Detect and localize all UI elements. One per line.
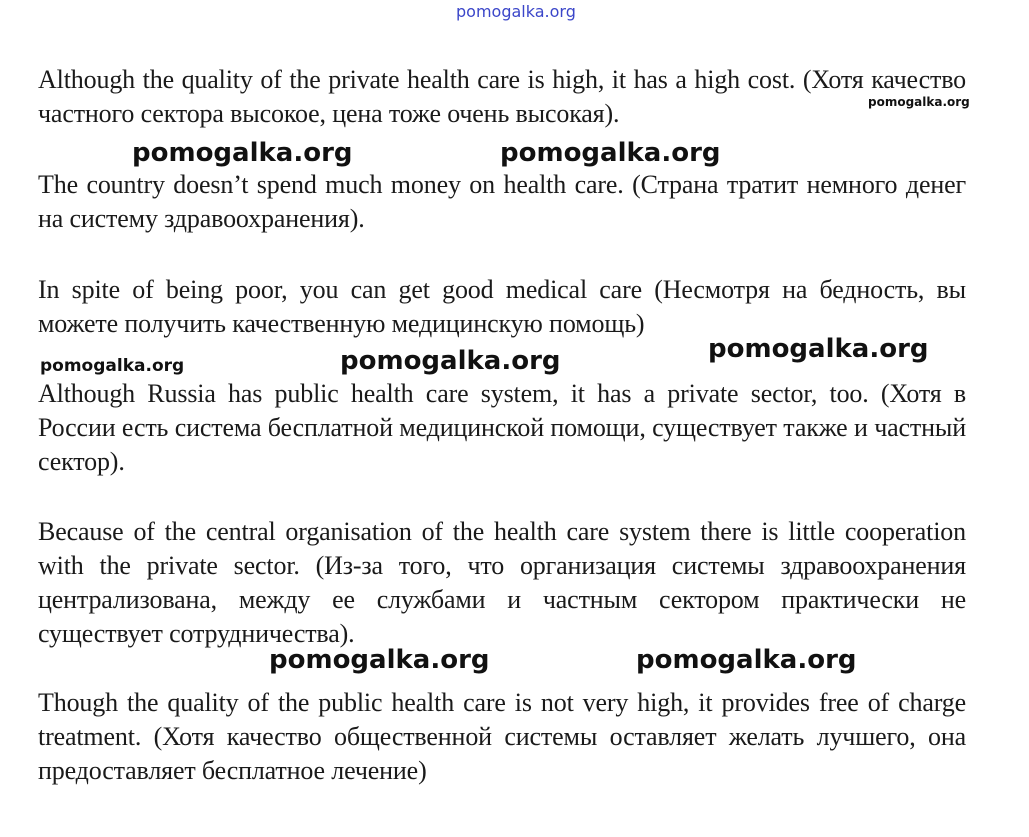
header-watermark: pomogalka.org	[456, 2, 576, 21]
watermark-row2-center: pomogalka.org	[340, 346, 561, 376]
paragraph-3: In spite of being poor, you can get good medical care (Несмотря на бедность, вы можете получить качественную медицинскую помощь)	[38, 275, 966, 338]
watermark-row2-right: pomogalka.org	[708, 334, 929, 364]
watermark-row3-right: pomogalka.org	[636, 645, 857, 675]
paragraph-5: Because of the central organisation of the health care system there is little cooperation with the private sector. (Из-за того, что организация системы здравоохранения централизована, между ее службами и частным сектором практически не существует сотрудничества).	[38, 517, 966, 648]
watermark-row1-left: pomogalka.org	[132, 138, 353, 168]
paragraph-1: Although the quality of the private health care is high, it has a high cost. (Хотя качество частного сектора высокое, цена тоже очень высокая).	[38, 65, 966, 128]
watermark-row3-left: pomogalka.org	[269, 645, 490, 675]
watermark-small-top-right: pomogalka.org	[868, 95, 970, 109]
paragraph-6: Though the quality of the public health care is not very high, it provides free of charge treatment. (Хотя качество общественной системы оставляет желать лучшего, она предоставляет бесплатное лечение)	[38, 688, 966, 785]
paragraph-2: The country doesn’t spend much money on health care. (Страна тратит немного денег на систему здравоохранения).	[38, 170, 966, 233]
watermark-row1-right: pomogalka.org	[500, 138, 721, 168]
paragraph-4: Although Russia has public health care system, it has a private sector, too. (Хотя в России есть система бесплатной медицинской помощи, существует также и частный сектор).	[38, 379, 966, 476]
watermark-row2-left: pomogalka.org	[40, 356, 185, 376]
